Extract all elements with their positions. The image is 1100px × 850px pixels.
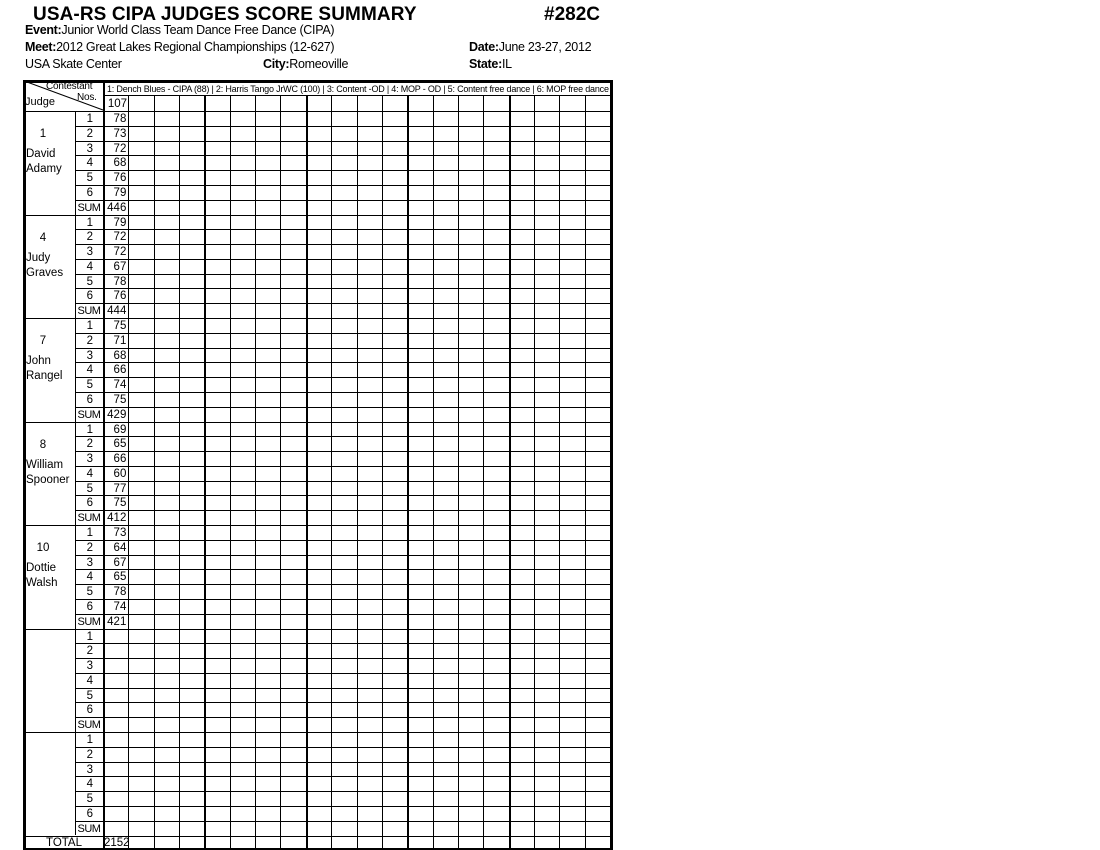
score-col-line	[179, 95, 180, 850]
row-number: 5	[86, 690, 93, 702]
score-cell: 68	[113, 350, 127, 362]
score-cell: 72	[113, 143, 127, 155]
sum-row-label: SUM	[77, 616, 101, 628]
judge-block-divider	[23, 732, 610, 733]
sum-row-label: SUM	[77, 719, 101, 731]
row-line	[75, 540, 610, 541]
row-number: 6	[86, 290, 93, 302]
score-col-line	[154, 95, 155, 850]
row-number: 4	[86, 157, 93, 169]
score-col-line	[509, 95, 511, 850]
row-number: 4	[86, 261, 93, 273]
judge-last-name: Rangel	[26, 370, 63, 382]
score-col-line	[331, 95, 332, 850]
judge-cell	[26, 127, 74, 177]
row-line	[75, 333, 610, 334]
city-value: Romeoville	[289, 57, 349, 71]
score-cell: 72	[113, 246, 127, 258]
judge-number: 10	[36, 542, 50, 554]
row-number: 3	[86, 453, 93, 465]
judge-last-name: Walsh	[26, 577, 58, 589]
page-title: USA-RS CIPA JUDGES SCORE SUMMARY	[33, 4, 417, 25]
total-value: 2152	[104, 837, 130, 849]
score-cell: 75	[113, 394, 127, 406]
row-line	[75, 481, 610, 482]
score-col-line	[382, 95, 383, 850]
row-number: 1	[86, 734, 93, 746]
row-number: 2	[86, 231, 93, 243]
score-cell: 67	[113, 557, 127, 569]
score-cell: 79	[113, 187, 127, 199]
event-line	[25, 23, 334, 37]
score-col-line	[357, 95, 358, 850]
score-cell: 68	[113, 157, 127, 169]
row-line	[75, 599, 610, 600]
row-number: 2	[86, 438, 93, 450]
score-cell: 69	[113, 424, 127, 436]
judge-sum: 444	[107, 305, 127, 317]
row-number: 3	[86, 764, 93, 776]
row-line	[75, 244, 610, 245]
score-cell: 75	[113, 320, 127, 332]
row-number: 1	[86, 113, 93, 125]
score-cell: 78	[113, 113, 127, 125]
state-value: IL	[501, 57, 512, 71]
row-number: 3	[86, 246, 93, 258]
judge-first-name: William	[26, 459, 64, 471]
score-cell: 66	[113, 453, 127, 465]
score-cell: 73	[113, 128, 127, 140]
judge-cell	[26, 438, 74, 488]
row-number: 5	[86, 483, 93, 495]
row-line	[75, 377, 610, 378]
sum-row-label: SUM	[77, 823, 101, 835]
event-label: Event:	[25, 23, 62, 37]
row-line	[75, 555, 610, 556]
judge-sum: 412	[107, 512, 127, 524]
venue: USA Skate Center	[25, 57, 122, 71]
judge-sum: 421	[107, 616, 127, 628]
row-number: 1	[86, 631, 93, 643]
score-cell: 60	[113, 468, 127, 480]
row-number: 1	[86, 424, 93, 436]
row-line	[75, 717, 610, 718]
score-cell: 71	[113, 335, 127, 347]
score-cell: 79	[113, 217, 127, 229]
row-number: 1	[86, 527, 93, 539]
corner-diagonal	[25, 81, 105, 111]
row-number: 6	[86, 187, 93, 199]
row-number: 4	[86, 778, 93, 790]
row-line	[75, 185, 610, 186]
judge-number: 8	[39, 439, 47, 451]
row-line	[75, 303, 610, 304]
row-number: 5	[86, 276, 93, 288]
score-col-line	[433, 95, 434, 850]
row-line	[75, 362, 610, 363]
row-line	[75, 495, 610, 496]
row-line	[75, 288, 610, 289]
row-line	[75, 614, 610, 615]
judge-first-name: John	[26, 355, 51, 367]
score-cell: 78	[113, 586, 127, 598]
city-line	[263, 57, 348, 71]
row-number: 3	[86, 350, 93, 362]
row-line	[75, 688, 610, 689]
score-cell: 72	[113, 231, 127, 243]
score-cell: 74	[113, 601, 127, 613]
judge-number: 7	[39, 335, 47, 347]
score-cell: 73	[113, 527, 127, 539]
row-number: 4	[86, 468, 93, 480]
row-line	[75, 126, 610, 127]
state-label: State:	[469, 57, 502, 71]
row-line	[75, 274, 610, 275]
score-col-line	[585, 95, 586, 850]
score-cell: 76	[113, 172, 127, 184]
judge-last-name: Graves	[26, 267, 64, 279]
row-line	[75, 170, 610, 171]
row-line	[75, 584, 610, 585]
score-col-line	[559, 95, 560, 850]
judge-block-divider	[23, 629, 610, 630]
judge-cell	[26, 541, 74, 591]
state-line	[469, 57, 512, 71]
row-number: 1	[86, 217, 93, 229]
row-line	[75, 466, 610, 467]
row-number: 6	[86, 497, 93, 509]
judge-cell	[26, 334, 74, 384]
score-cell: 74	[113, 379, 127, 391]
row-line	[75, 569, 610, 570]
row-line	[75, 348, 610, 349]
meet-label: Meet:	[25, 40, 57, 54]
row-line	[75, 747, 610, 748]
row-number: 5	[86, 379, 93, 391]
judge-cell	[26, 748, 74, 753]
row-line	[75, 141, 610, 142]
row-line	[75, 436, 610, 437]
sum-row-label: SUM	[77, 512, 101, 524]
score-col-line	[534, 95, 535, 850]
row-number: 6	[86, 808, 93, 820]
judge-cell	[26, 645, 74, 650]
row-line	[75, 791, 610, 792]
city-label: City:	[263, 57, 290, 71]
judge-number: 4	[39, 232, 47, 244]
date-value: June 23-27, 2012	[498, 40, 592, 54]
form-number: #282C	[544, 4, 600, 25]
row-number: 2	[86, 645, 93, 657]
row-line	[75, 229, 610, 230]
row-number: 4	[86, 571, 93, 583]
contestants-legend: 1: Dench Blues - CIPA (88) | 2: Harris Tango JrWC (100) | 3: Content -OD | 4: MOP - OD | 5: Content free dance | 6: MOP free dance |	[107, 84, 614, 94]
score-col-line	[204, 95, 206, 850]
row-number: 2	[86, 749, 93, 761]
row-number: 6	[86, 394, 93, 406]
score-cell: 77	[113, 483, 127, 495]
row-line	[75, 643, 610, 644]
corner-contestant-label: Contestant	[46, 81, 93, 92]
score-col-line	[483, 95, 484, 850]
row-number: 3	[86, 557, 93, 569]
row-line	[75, 821, 610, 822]
score-cell: 66	[113, 364, 127, 376]
score-cell: 67	[113, 261, 127, 273]
row-number: 1	[86, 320, 93, 332]
score-col-line	[128, 95, 129, 850]
judge-sum: 446	[107, 202, 127, 214]
score-cell: 76	[113, 290, 127, 302]
row-line	[75, 776, 610, 777]
score-col-line	[458, 95, 459, 850]
judge-first-name: Dottie	[26, 562, 57, 574]
score-cell: 65	[113, 571, 127, 583]
row-number: 2	[86, 128, 93, 140]
row-number: 4	[86, 364, 93, 376]
corner-nos-label: Nos.	[77, 92, 97, 103]
score-col-line	[407, 95, 409, 850]
row-line	[75, 451, 610, 452]
row-number: 5	[86, 586, 93, 598]
meet-value: 2012 Great Lakes Regional Championships (12-627)	[56, 40, 335, 54]
score-cell: 75	[113, 497, 127, 509]
row-line	[75, 259, 610, 260]
score-cell: 78	[113, 276, 127, 288]
row-number: 3	[86, 143, 93, 155]
row-line	[75, 762, 610, 763]
row-line	[75, 806, 610, 807]
score-cell: 64	[113, 542, 127, 554]
total-label: TOTAL	[46, 837, 82, 849]
event-value: Junior World Class Team Dance Free Dance (CIPA)	[61, 23, 335, 37]
date-label: Date:	[469, 40, 499, 54]
judge-sum: 429	[107, 409, 127, 421]
sum-row-label: SUM	[77, 409, 101, 421]
table-right-border	[610, 80, 613, 850]
contestant-number-1: 107	[107, 98, 127, 110]
score-col-line	[255, 95, 256, 850]
row-line	[75, 658, 610, 659]
row-number: 6	[86, 601, 93, 613]
score-cell: 65	[113, 438, 127, 450]
row-number: 5	[86, 172, 93, 184]
row-number: 4	[86, 675, 93, 687]
row-line	[75, 407, 610, 408]
table-top-border	[23, 80, 612, 83]
row-number: 2	[86, 335, 93, 347]
row-line	[75, 673, 610, 674]
sum-row-label: SUM	[77, 305, 101, 317]
judge-last-name: Adamy	[26, 163, 62, 175]
judge-number: 1	[39, 128, 47, 140]
row-number: 3	[86, 660, 93, 672]
score-col-line	[230, 95, 231, 850]
row-number: 5	[86, 793, 93, 805]
score-col-line	[306, 95, 308, 850]
judge-cell	[26, 231, 74, 281]
judge-last-name: Spooner	[26, 474, 70, 486]
date-line	[469, 40, 591, 54]
row-number: 6	[86, 704, 93, 716]
score-col-line	[280, 95, 281, 850]
row-number: 2	[86, 542, 93, 554]
corner-judge-label: Judge	[25, 96, 55, 108]
row-line	[75, 702, 610, 703]
row-line	[75, 155, 610, 156]
judge-first-name: Judy	[26, 252, 51, 264]
judge-first-name: David	[26, 148, 56, 160]
row-line	[75, 200, 610, 201]
row-line	[75, 510, 610, 511]
sum-row-label: SUM	[77, 202, 101, 214]
meet-line	[25, 40, 334, 54]
row-line	[75, 392, 610, 393]
